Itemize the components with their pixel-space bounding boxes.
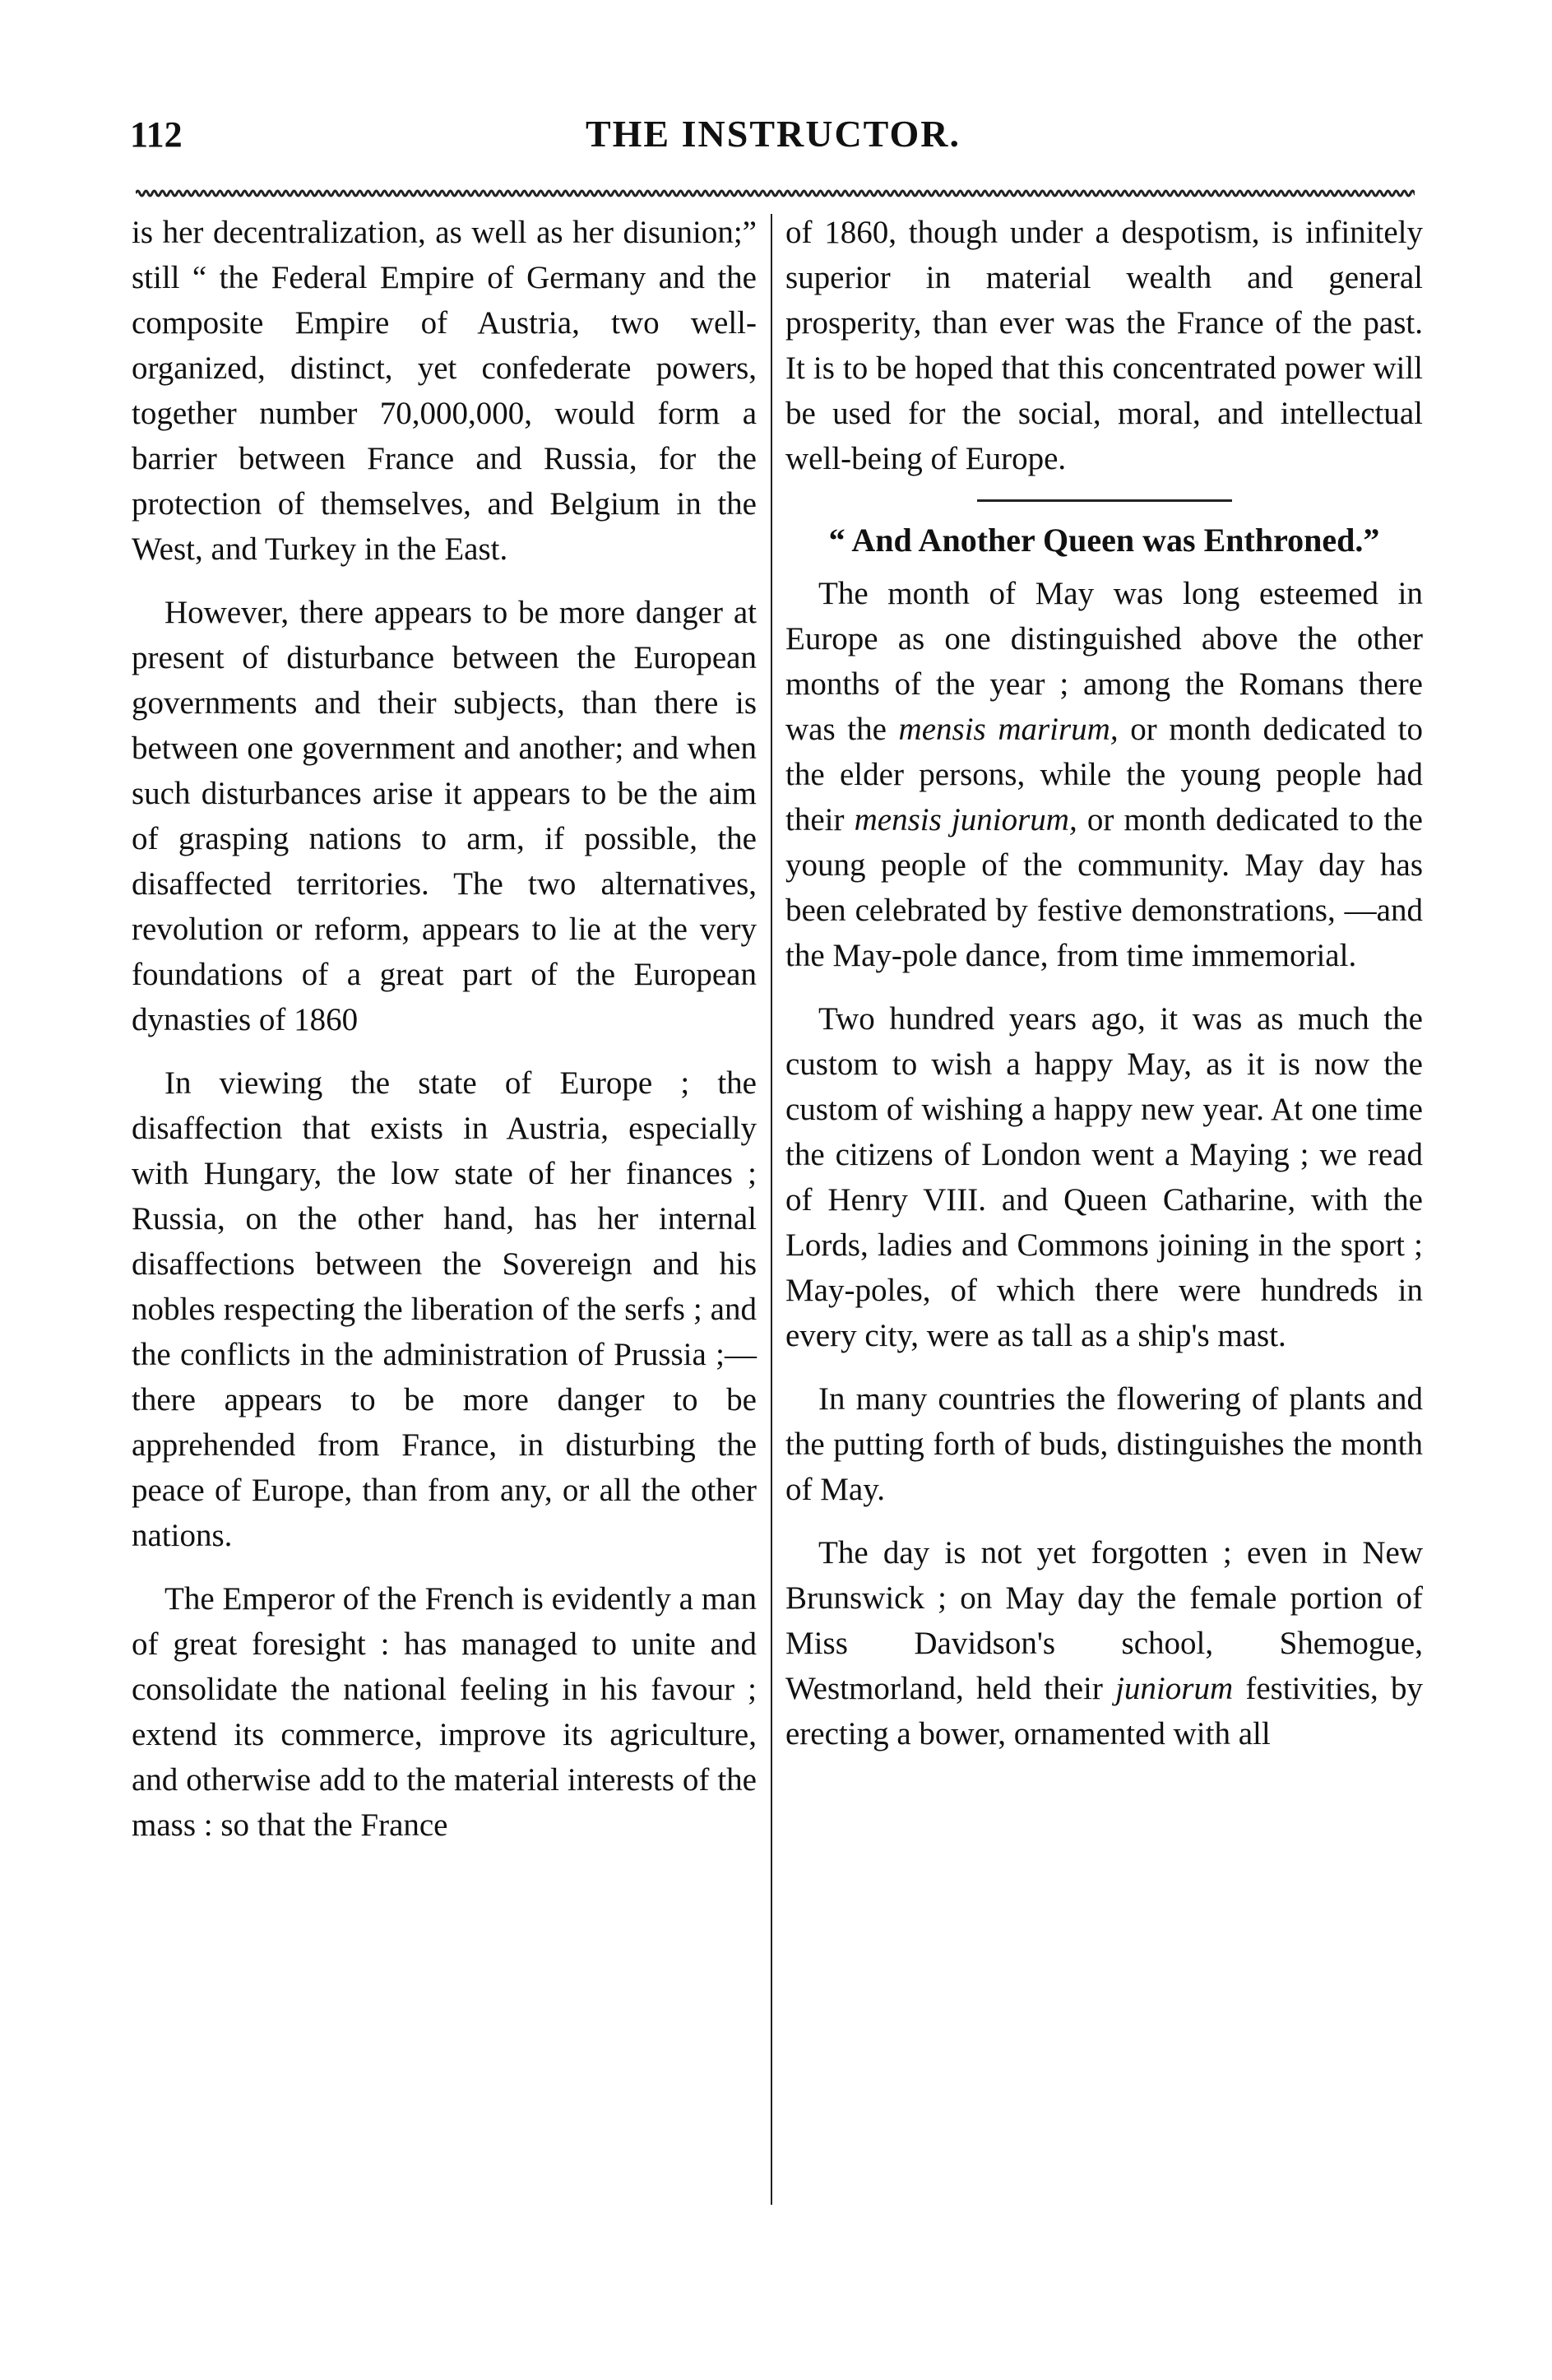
- paragraph: is her decentralization, as well as her disunion;” still “ the Federal Empire of Germany and the composite Empire of Austria, two well-organized, distinct, yet confederate powers, together number 70,000,000, would form a barrier between France and Russia, for the protection of themselves, and Belgium in the West, and Turkey in the East.: [132, 215, 757, 567]
- paragraph: [785, 1530, 1423, 1756]
- paragraph: Two hundred years ago, it was as much the custom to wish a happy May, as it is now the custom of wishing a happy new year. At one time the citizens of London went a Maying ; we read of Henry VIII. and Queen Catharine, with the Lords, ladies and Commons joining in the sport ; May-poles, of which there were hundreds in every city, were as tall as a ship's mast.: [785, 1001, 1423, 1353]
- right-column: [785, 210, 1423, 1775]
- wavy-rule: [136, 188, 1415, 199]
- paragraph: However, there appears to be more danger at present of disturbance between the European governments and their subjects, than there is between one government and another; and when such disturbances arise it appears to be the aim of grasping nations to arm, if possible, the disaffected territories. The two alternatives, revolution or reform, appears to lie at the very foundations of a great part of the European dynasties of 1860: [132, 595, 757, 1037]
- text-run: The day is not yet forgotten ; even in New Brunswick ; on May day the female portion of Miss Davidson's school, Shemogue, Westmorland, held their: [785, 1535, 1423, 1706]
- latin-term: mensis juniorum,: [854, 802, 1077, 837]
- column-divider: [771, 214, 772, 2205]
- paragraph: In many countries the flowering of plants and the putting forth of buds, distinguishes the month of May.: [785, 1381, 1423, 1507]
- paragraph: of 1860, though under a despotism, is infinitely superior in material wealth and general prosperity, than ever was the France of the past. It is to be hoped that this concentrated power will be used for the social, moral, and intellectual well-being of Europe.: [785, 215, 1423, 476]
- text-run: The month of May was long esteemed in Europe as one distinguished above the other months of the year ; among the Romans there was the: [785, 576, 1423, 747]
- section-heading: “ And Another Queen was Enthroned.”: [828, 522, 1380, 559]
- paragraph: In viewing the state of Europe ; the disaffection that exists in Austria, especially with Hungary, the low state of her finances ; Russia, on the other hand, has her internal disaffections between the Sovereign and his nobles respecting the liberation of the serfs ; and the conflicts in the administration of Prussia ;—there appears to be more danger to be apprehended from France, in disturbing the peace of Europe, than from any, or all the other nations.: [132, 1065, 757, 1553]
- text-run: festivities, by erecting a bower, ornamented with all: [785, 1671, 1423, 1751]
- running-title: THE INSTRUCTOR.: [585, 113, 961, 155]
- page-header: [123, 107, 1423, 165]
- latin-term: juniorum: [1115, 1671, 1234, 1706]
- text-run: or month dedicated to the young people of the community. May day has been celebrated by festive demonstrations, —and the May-pole dance, from time immemorial.: [785, 802, 1423, 973]
- section-rule: [977, 499, 1232, 502]
- paragraph: [785, 571, 1423, 978]
- paragraph: The Emperor of the French is evidently a man of great foresight : has managed to unite and consolidate the national feeling in his favour ; extend its commerce, improve its agriculture, and otherwise add to the material interests of the mass : so that the France: [132, 1581, 757, 1843]
- left-column: [132, 210, 757, 1866]
- page-number: 112: [130, 114, 183, 155]
- latin-term: mensis marirum,: [898, 712, 1119, 747]
- text-run: or month dedicated to the elder persons, while the young people had their: [785, 712, 1423, 837]
